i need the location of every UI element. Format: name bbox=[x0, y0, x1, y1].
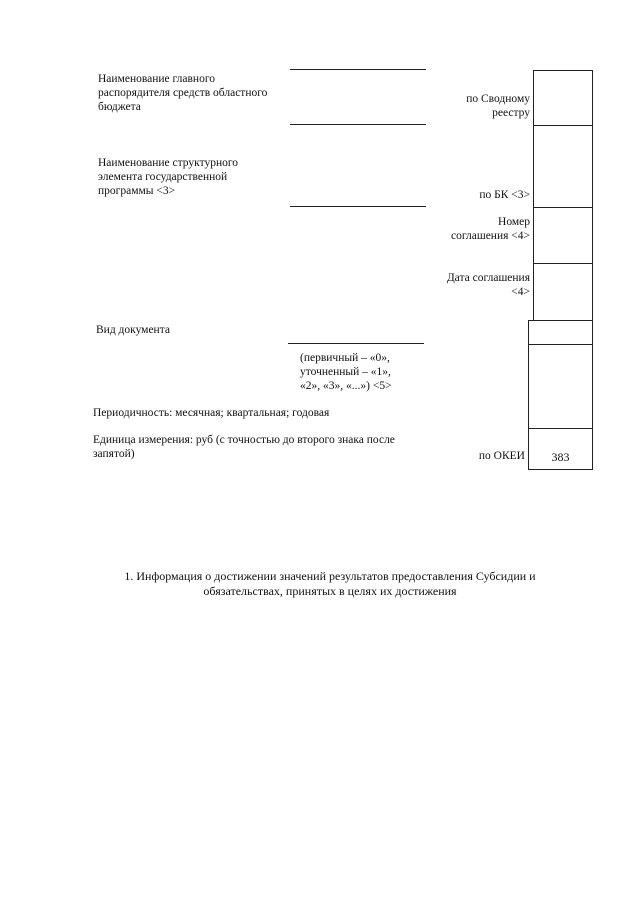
document-type-hint bbox=[300, 351, 440, 393]
okei-code-value: 383 bbox=[551, 450, 570, 464]
codes-row-sep-6 bbox=[528, 428, 593, 429]
registry-code-label: по Сводному реестру bbox=[466, 93, 530, 119]
bk-code-label: по БК <3> bbox=[479, 189, 530, 201]
codes-row-sep-3 bbox=[533, 263, 593, 264]
agreement-number-label: Номер соглашения <4> bbox=[451, 216, 530, 242]
okei-code-label: по ОКЕИ bbox=[478, 450, 525, 462]
periodicity-text: Периодичность: месячная; квартальная; годовая bbox=[93, 407, 330, 419]
document-type-hint-line-2: уточненный – «1», bbox=[300, 366, 391, 378]
main-manager-line-top bbox=[290, 69, 426, 70]
document-type-field-line bbox=[288, 343, 424, 344]
section-title-line-1: 1. Информация о достижении значений результатов предоставления Субсидии и bbox=[124, 569, 536, 583]
unit-of-measure-text: Единица измерения: руб (с точностью до второго знака после запятой) bbox=[93, 434, 395, 460]
document-type-hint-line-1: (первичный – «0», bbox=[300, 352, 390, 364]
codes-column-right-border bbox=[592, 70, 593, 470]
codes-row-sep-4 bbox=[528, 320, 593, 321]
main-manager-field-line bbox=[290, 124, 426, 125]
codes-row-sep-5 bbox=[528, 344, 593, 345]
codes-bottom-border bbox=[528, 469, 593, 470]
document-type-hint-line-3: «2», «3», «...») <5> bbox=[300, 380, 392, 392]
codes-row-sep-1 bbox=[533, 125, 593, 126]
codes-top-border bbox=[533, 70, 593, 71]
agreement-date-label: Дата соглашения <4> bbox=[446, 272, 530, 298]
codes-column-left-border bbox=[533, 70, 534, 320]
codes-column-left-border-lower bbox=[528, 320, 529, 470]
program-element-label: Наименование структурного элемента государственной программы <3> bbox=[98, 157, 239, 197]
codes-row-sep-2 bbox=[533, 207, 593, 208]
section-title bbox=[60, 569, 600, 599]
section-title-line-2: обязательствах, принятых в целях их достижения bbox=[203, 584, 457, 598]
document-type-label: Вид документа bbox=[96, 324, 170, 336]
main-manager-label: Наименование главного распорядителя средств областного бюджета bbox=[98, 73, 268, 113]
program-field-line bbox=[290, 206, 426, 207]
